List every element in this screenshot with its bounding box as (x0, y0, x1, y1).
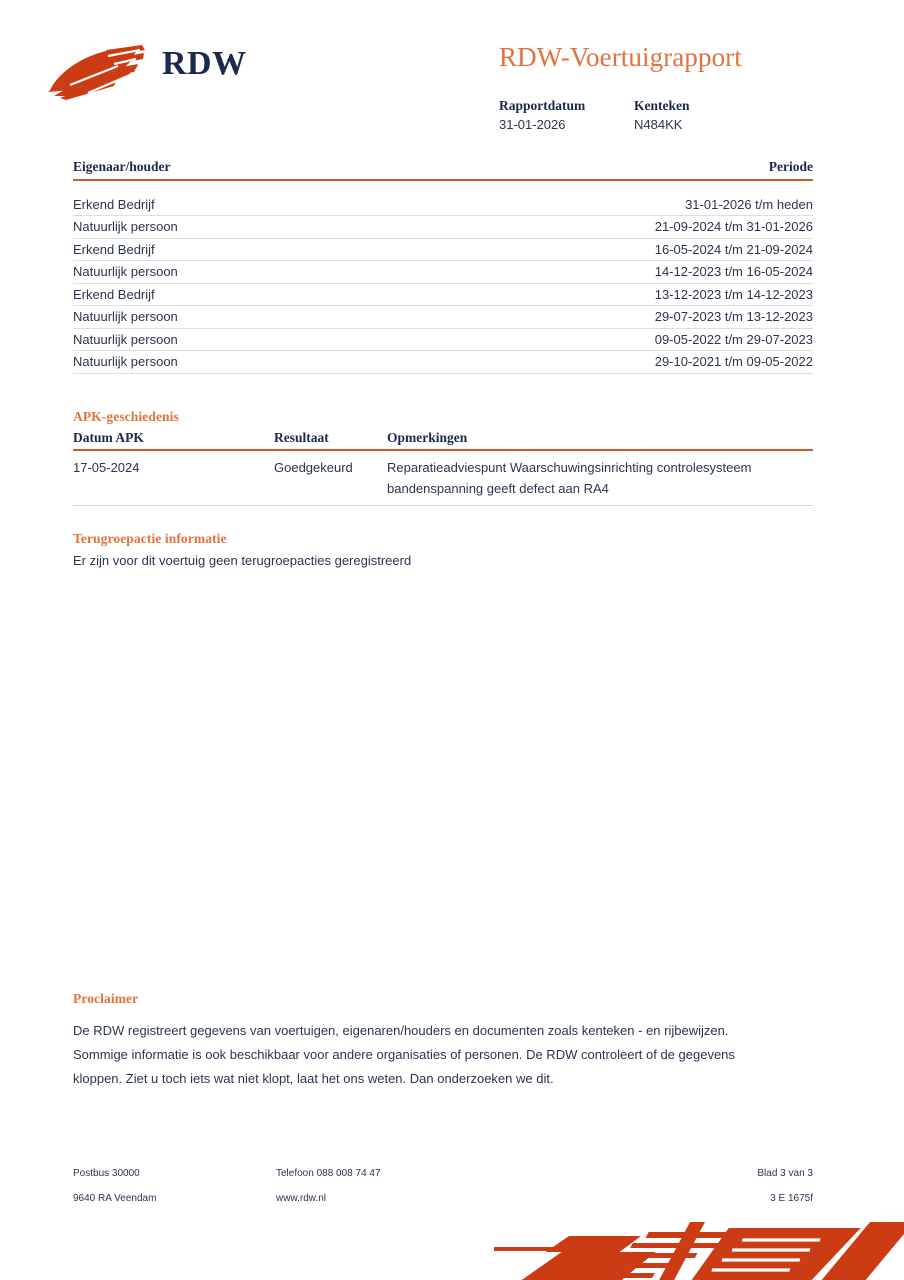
owner-table-row (73, 329, 813, 352)
footer-website[interactable]: www.rdw.nl (276, 1193, 327, 1204)
proclaimer-line-2: Sommige informatie is ook beschikbaar voor andere organisaties of personen. De RDW controleert of de gegevens (73, 1047, 735, 1062)
apk-table-body (73, 451, 813, 505)
license-plate-group (634, 97, 690, 135)
license-plate-label: Kenteken (634, 98, 690, 113)
owner-cell-type: Natuurlijk persoon (73, 354, 178, 370)
document-footer (73, 1168, 813, 1218)
owner-table-row (73, 284, 813, 307)
owner-cell-period: 29-07-2023 t/m 13-12-2023 (654, 309, 813, 325)
apk-section-title: APK-geschiedenis (73, 409, 179, 424)
owner-cell-type: Natuurlijk persoon (73, 264, 178, 280)
footer-row-2 (73, 1193, 813, 1218)
owner-header-rule (73, 179, 813, 181)
footer-phone: Telefoon 088 008 74 47 (276, 1168, 381, 1179)
owner-cell-period: 29-10-2021 t/m 09-05-2022 (654, 354, 813, 370)
proclaimer-line-1: De RDW registreert gegevens van voertuigen, eigenaren/houders en documenten zoals kenteken - en rijbewijzen. (73, 1023, 729, 1038)
proclaimer-body (73, 1019, 779, 1091)
owner-cell-type: Erkend Bedrijf (73, 286, 155, 302)
period-column-header: Periode (768, 159, 813, 174)
proclaimer-section (73, 990, 813, 1091)
apk-history-section (73, 408, 813, 506)
license-plate-value: N484KK (634, 117, 683, 132)
apk-cell-result: Goedgekeurd (274, 459, 353, 475)
recall-info-section (73, 530, 813, 571)
owner-table-row (73, 194, 813, 217)
owner-table-row (73, 261, 813, 284)
owner-cell-period: 09-05-2022 t/m 29-07-2023 (654, 331, 813, 347)
recall-section-body: Er zijn voor dit voertuig geen terugroepacties geregistreerd (73, 553, 412, 568)
apk-table-row (73, 451, 813, 505)
owner-cell-type: Natuurlijk persoon (73, 219, 178, 235)
proclaimer-title: Proclaimer (73, 991, 139, 1006)
owner-cell-type: Erkend Bedrijf (73, 196, 155, 212)
report-meta (499, 97, 690, 135)
footer-page-count: Blad 3 van 3 (757, 1168, 813, 1179)
footer-form-code: 3 E 1675f (770, 1193, 813, 1204)
footer-postbus: Postbus 30000 (73, 1168, 140, 1179)
report-date-group (499, 97, 634, 135)
owner-cell-period: 21-09-2024 t/m 31-01-2026 (654, 219, 813, 235)
recall-section-title: Terugroepactie informatie (73, 531, 227, 546)
owner-table-body (73, 194, 813, 374)
owner-table-row (73, 306, 813, 329)
document-header (0, 0, 904, 150)
owner-cell-type: Natuurlijk persoon (73, 309, 178, 325)
apk-remarks-column-header: Opmerkingen (387, 430, 468, 445)
apk-cell-date: 17-05-2024 (73, 459, 140, 475)
footer-city: 9640 RA Veendam (73, 1193, 157, 1204)
apk-cell-remarks (387, 457, 813, 500)
owner-cell-period: 16-05-2024 t/m 21-09-2024 (654, 241, 813, 257)
apk-bottom-rule (73, 505, 813, 506)
apk-table-header-row (73, 429, 813, 449)
footer-row-1 (73, 1168, 813, 1193)
apk-date-column-header: Datum APK (73, 430, 144, 445)
logo-wordmark: RDW (162, 45, 247, 82)
owner-table-header-row (73, 158, 813, 179)
rdw-speed-stripes-icon (494, 1222, 904, 1280)
rdw-logo (44, 38, 254, 100)
owner-cell-period: 13-12-2023 t/m 14-12-2023 (654, 286, 813, 302)
footer-decorative-graphic (494, 1222, 904, 1280)
rdw-feather-logo-icon (44, 44, 156, 100)
apk-remark-line: Reparatieadviespunt Waarschuwingsinrichting controlesysteem (387, 459, 752, 475)
document-title: RDW-Voertuigrapport (499, 42, 742, 72)
owner-cell-period: 14-12-2023 t/m 16-05-2024 (654, 264, 813, 280)
owner-column-header: Eigenaar/houder (73, 159, 171, 174)
report-date-label: Rapportdatum (499, 98, 586, 113)
proclaimer-line-3: kloppen. Ziet u toch iets wat niet klopt, laat het ons weten. Dan onderzoeken we dit. (73, 1071, 554, 1086)
owner-cell-type: Natuurlijk persoon (73, 331, 178, 347)
owner-table-row (73, 216, 813, 239)
owner-cell-type: Erkend Bedrijf (73, 241, 155, 257)
owner-table-row (73, 239, 813, 262)
apk-remark-line: bandenspanning geeft defect aan RA4 (387, 481, 609, 496)
owner-holder-section (73, 158, 813, 374)
report-date-value: 31-01-2026 (499, 117, 566, 132)
owner-table-row (73, 351, 813, 374)
owner-cell-period: 31-01-2026 t/m heden (685, 196, 813, 212)
apk-result-column-header: Resultaat (274, 430, 329, 445)
